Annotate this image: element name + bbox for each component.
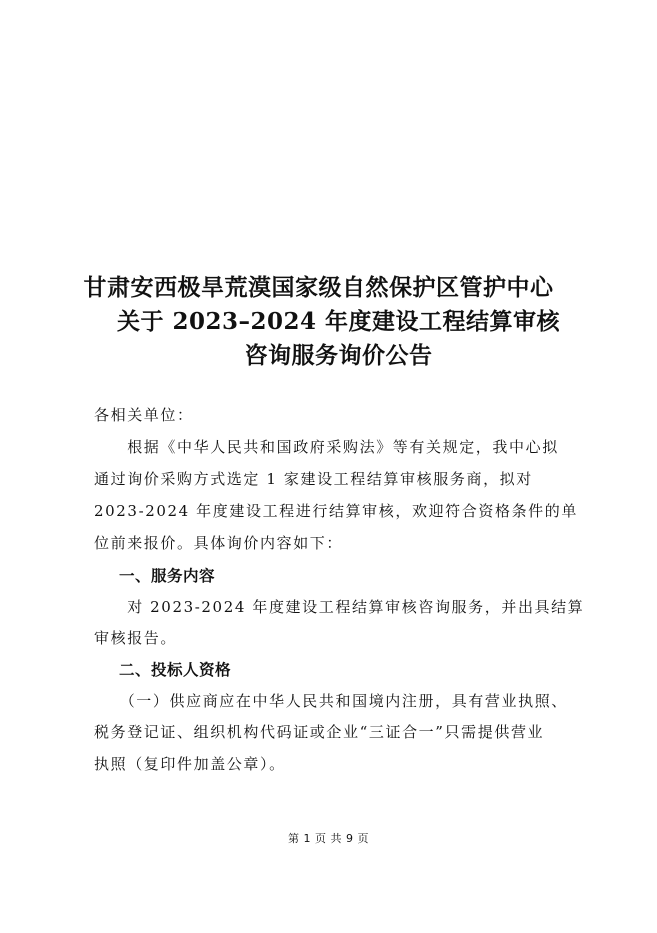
- section-2-line: 税务登记证、组织机构代码证或企业“三证合一”只需提供营业: [94, 723, 545, 741]
- section-heading-qualification: 二、投标人资格: [119, 661, 232, 679]
- intro-line: 通过询价采购方式选定 1 家建设工程结算审核服务商，拟对: [94, 470, 533, 488]
- document-title-line-3: 咨询服务询价公告: [244, 342, 433, 369]
- intro-line: 2023-2024 年度建设工程进行结算审核，欢迎符合资格条件的单: [94, 502, 578, 520]
- document-title-line-2: 关于 2023–2024 年度建设工程结算审核: [116, 308, 561, 335]
- salutation: 各相关单位：: [94, 406, 194, 424]
- page-number-footer: 第 1 页 共 9 页: [288, 832, 369, 845]
- document-title-line-1: 甘肃安西极旱荒漠国家级自然保护区管护中心: [83, 274, 554, 301]
- section-heading-service: 一、服务内容: [119, 567, 216, 585]
- section-2-line: 执照（复印件加盖公章）。: [94, 755, 286, 773]
- section-1-line: 审核报告。: [94, 629, 178, 647]
- intro-line: 根据《中华人民共和国政府采购法》等有关规定，我中心拟: [94, 438, 559, 456]
- intro-line: 位前来报价。具体询价内容如下：: [94, 534, 344, 552]
- section-1-line: 对 2023-2024 年度建设工程结算审核咨询服务，并出具结算: [94, 598, 585, 616]
- section-2-line: （一）供应商应在中华人民共和国境内注册，具有营业执照、: [94, 692, 568, 710]
